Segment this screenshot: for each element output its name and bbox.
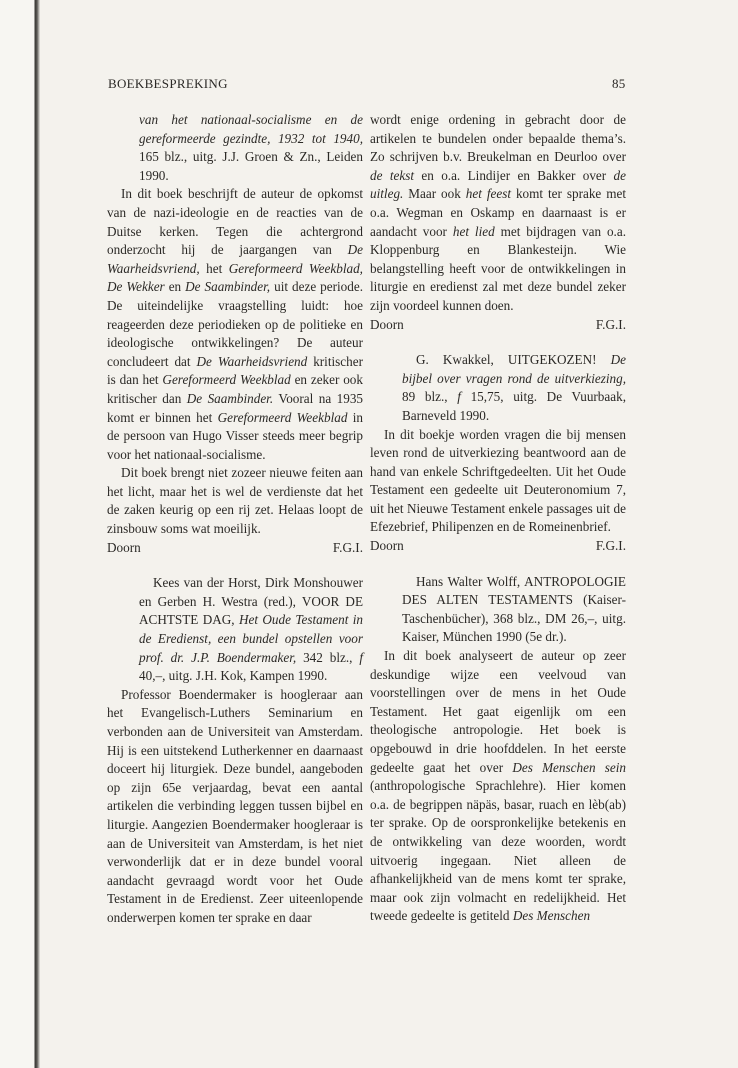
book-spine (0, 0, 40, 1068)
review-paragraph: Professor Boendermaker is hoogleraar aan het Evangelisch-Luthers Seminarium en verbonden aan de Universiteit van Amsterdam. Hij is een uitstekend Lutherkenner en daarnaast doceert hij liturgiek. Deze bundel, aangeboden op zijn 65e verjaardag, bevat een aantal artikelen die verbinding leggen tussen bijbel en liturgie. Aangezien Boendermaker hoogleraar is aan de Universiteit van Amsterdam, is het niet verwonderlijk dat er in deze bundel vooral aandacht gevraagd wordt voor het Oude Testament in de Eredienst. Zeer uiteenlopende onderwerpen komen ter sprake en daar (107, 686, 363, 925)
signature: Doorn F.G.I. (107, 539, 363, 555)
review-paragraph: In dit boek beschrijft de auteur de opkomst van de nazi-ideologie en de reacties van de Duitse kerken. Tegen die achtergrond onderzocht hij de jaargangen van De Waarheidsvriend, het Gereformeerd Weekblad, De Wekker en De Saambinder, uit deze periode. De uiteindelijke vraagstelling luidt: hoe reageerden deze periodieken op de politieke en ideologische ontwikkelingen? De auteur concludeert dat De Waarheidsvriend kritischer is dan het Gereformeerd Weekblad en zeker ook kritischer dan De Saambinder. Vooral na 1935 komt er binnen het Gereformeerd Weekblad in de persoon van Hugo Visser steeds meer begrip voor het nationaal-socialisme. (107, 186, 364, 462)
running-header: BOEKBESPREKING (108, 76, 228, 91)
review-paragraph: wordt enige ordening in gebracht door de artikelen te bundelen onder bepaalde thema’s. Zo schrijven b.v. Breukelman en Deurloo over de tekst en o.a. Lindijer en Bakker over de uitleg. Maar ook het feest komt ter sprake met o.a. Wegman en Oskamp en daarnaast is er aandacht voor het lied met bijdragen van o.a. Kloppenburg en Blankesteijn. Wie belangstelling heeft voor de ontwikkelingen in liturgie en eredienst zal met deze bundel zeker zijn voordeel kunnen doen. (370, 112, 627, 313)
book-reference: Hans Walter Wolff, ANTROPOLOGIE DES ALTEN TESTAMENTS (Kaiser-Taschenbücher), 368 blz., DM 26,–, uitg. Kaiser, München 1990 (5e dr.). (402, 573, 626, 645)
right-column (370, 111, 626, 926)
signature: Doorn F.G.I. (370, 316, 626, 332)
signature: Doorn F.G.I. (370, 538, 626, 554)
book-reference: G. Kwakkel, UITGEKOZEN! De bijbel over vragen rond de uitverkiezing, 89 blz., f 15,75, uitg. De Vuurbaak, Barneveld 1990. (402, 352, 626, 423)
review-paragraph: In dit boek analyseert de auteur op zeer deskundige wijze een veelvoud van voorstellingen over de mens in het Oude Testament. Het gaat eigenlijk om een theologische antropologie. Het boek is opgebouwd in drie hoofddelen. In het eerste gedeelte gaat het over Des Menschen sein (anthropologische Sprachlehre). Hier komen o.a. de begrippen näpäs, basar, ruach en lèb(ab) ter sprake. Op de oorspronkelijke betekenis en de ontwikkeling van deze woorden, wordt uitvoerig ingegaan. Niet alleen de afhankelijkheid van de mens komt ter sprake, maar ook zijn volmacht en redelijkheid. Het tweede gedeelte is getiteld Des Menschen (370, 648, 627, 924)
review-paragraph: Dit boek brengt niet zozeer nieuwe feiten aan het licht, maar het is wel de verdienste dat het de zaken keurig op een rij zet. Helaas loopt de zinsbouw soms wat moeilijk. (107, 465, 363, 537)
reference-continuation: van het nationaal-socialisme en de gereformeerde gezindte, 1932 tot 1940, 165 blz., uitg. J.J. Groen & Zn., Leiden 1990. (139, 112, 363, 183)
review-paragraph: In dit boekje worden vragen die bij mensen leven rond de uitverkiezing beantwoord aan de hand van enkele Schriftgedeelten. Uit het Oude Testament een gedeelte uit Deuteronomium 7, uit het Nieuwe Testament enkele passages uit de Efezebrief, Philipenzen en de Romeinenbrief. (370, 426, 626, 535)
book-reference: Kees van der Horst, Dirk Monshouwer en Gerben H. Westra (red.), VOOR DE ACHTSTE DAG, Het Oude Testament in de Eredienst, een bundel opstellen voor prof. dr. J.P. Boendermaker, 342 blz., f 40,–, uitg. J.H. Kok, Kampen 1990. (139, 575, 363, 684)
page-number: 85 (612, 76, 626, 91)
left-column (107, 111, 363, 928)
